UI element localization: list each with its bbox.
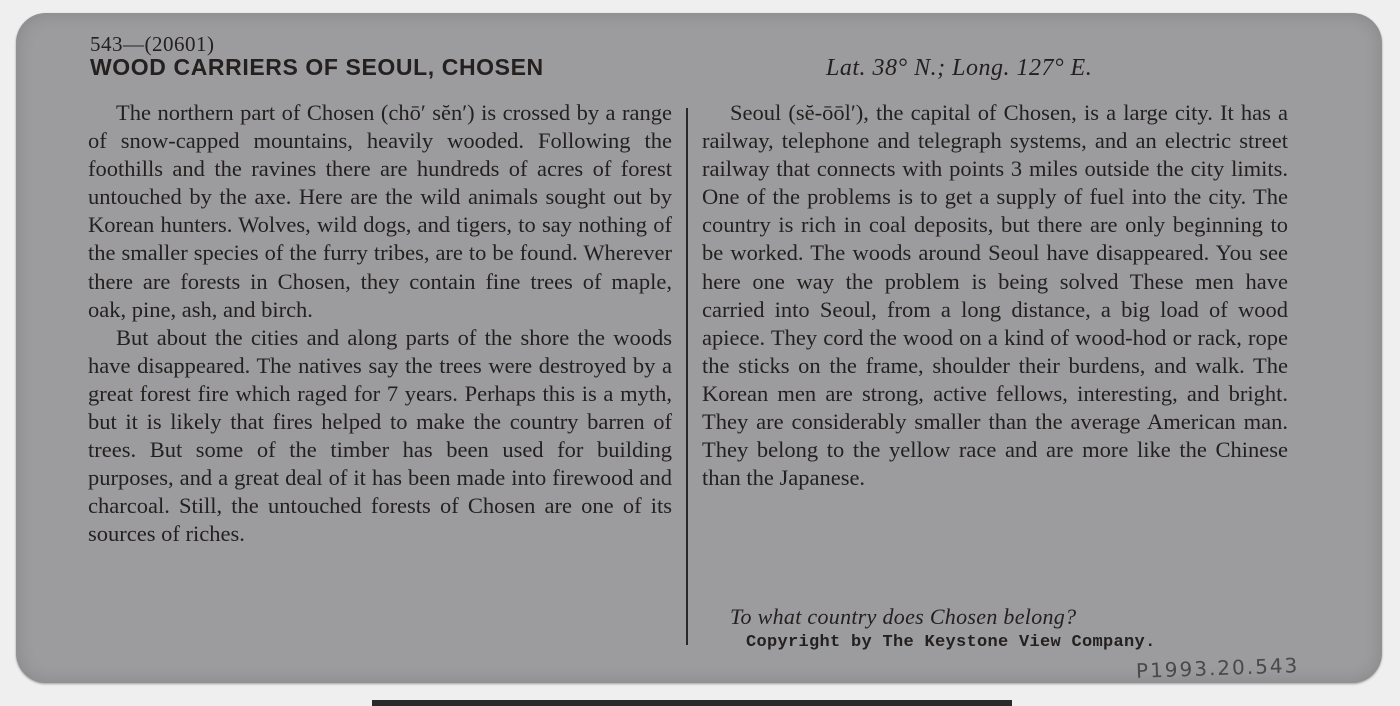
scanner-edge-strip	[372, 700, 1012, 706]
left-text-column	[88, 99, 672, 549]
right-text-column	[702, 99, 1288, 492]
left-paragraph-2: But about the cities and along parts of the shore the woods have disappeared. The natives say the trees were destroyed by a great forest fire which raged for 7 years. Perhaps this is a myth, but it is likely that fires helped to make the country barren of trees. But some of the timber has been used for building purposes, and a great deal of it has been made into firewood and charcoal. Still, the untouched forests of Chosen are one of its sources of riches.	[88, 324, 672, 547]
catalog-number: 543—(20601)	[90, 32, 215, 56]
copyright-notice: Copyright by The Keystone View Company.	[746, 633, 1156, 652]
column-divider	[686, 108, 688, 645]
right-paragraph-1: Seoul (sĕ-ōōl′), the capital of Chosen, is a large city. It has a railway, telephone and telegraph systems, and an electric street railway that connects with points 3 miles outside the city limits. One of the problems is to get a supply of fuel into the city. The country is rich in coal deposits, but there are only beginning to be worked. The woods around Seoul have disappeared. You see here one way the problem is being solved These men have carried into Seoul, from a long distance, a big load of wood apiece. They cord the wood on a kind of wood-hod or rack, rope the sticks on the frame, shoulder their burdens, and walk. The Korean men are strong, active fellows, interesting, and bright. They are considerably smaller than the average American man. They belong to the yellow race and are more like the Chinese than the Japanese.	[702, 100, 1288, 491]
left-paragraph-1: The northern part of Chosen (chō′ sĕn′) is crossed by a range of snow-capped mountains, heavily wooded. Following the foothills and the ravines there are hundreds of acres of forest untouched by the axe. Here are the wild animals sought out by Korean hunters. Wolves, wild dogs, and tigers, to say nothing of the smaller species of the furry tribes, are to be found. Wherever there are forests in Chosen, they contain fine trees of maple, oak, pine, ash, and birch.	[88, 100, 672, 322]
coordinates: Lat. 38° N.; Long. 127° E.	[826, 55, 1093, 81]
study-question: To what country does Chosen belong?	[730, 604, 1077, 629]
accession-number: P1993.20.543	[1135, 653, 1300, 683]
stereograph-card-back	[16, 13, 1382, 683]
card-title: WOOD CARRIERS OF SEOUL, CHOSEN	[90, 54, 544, 80]
